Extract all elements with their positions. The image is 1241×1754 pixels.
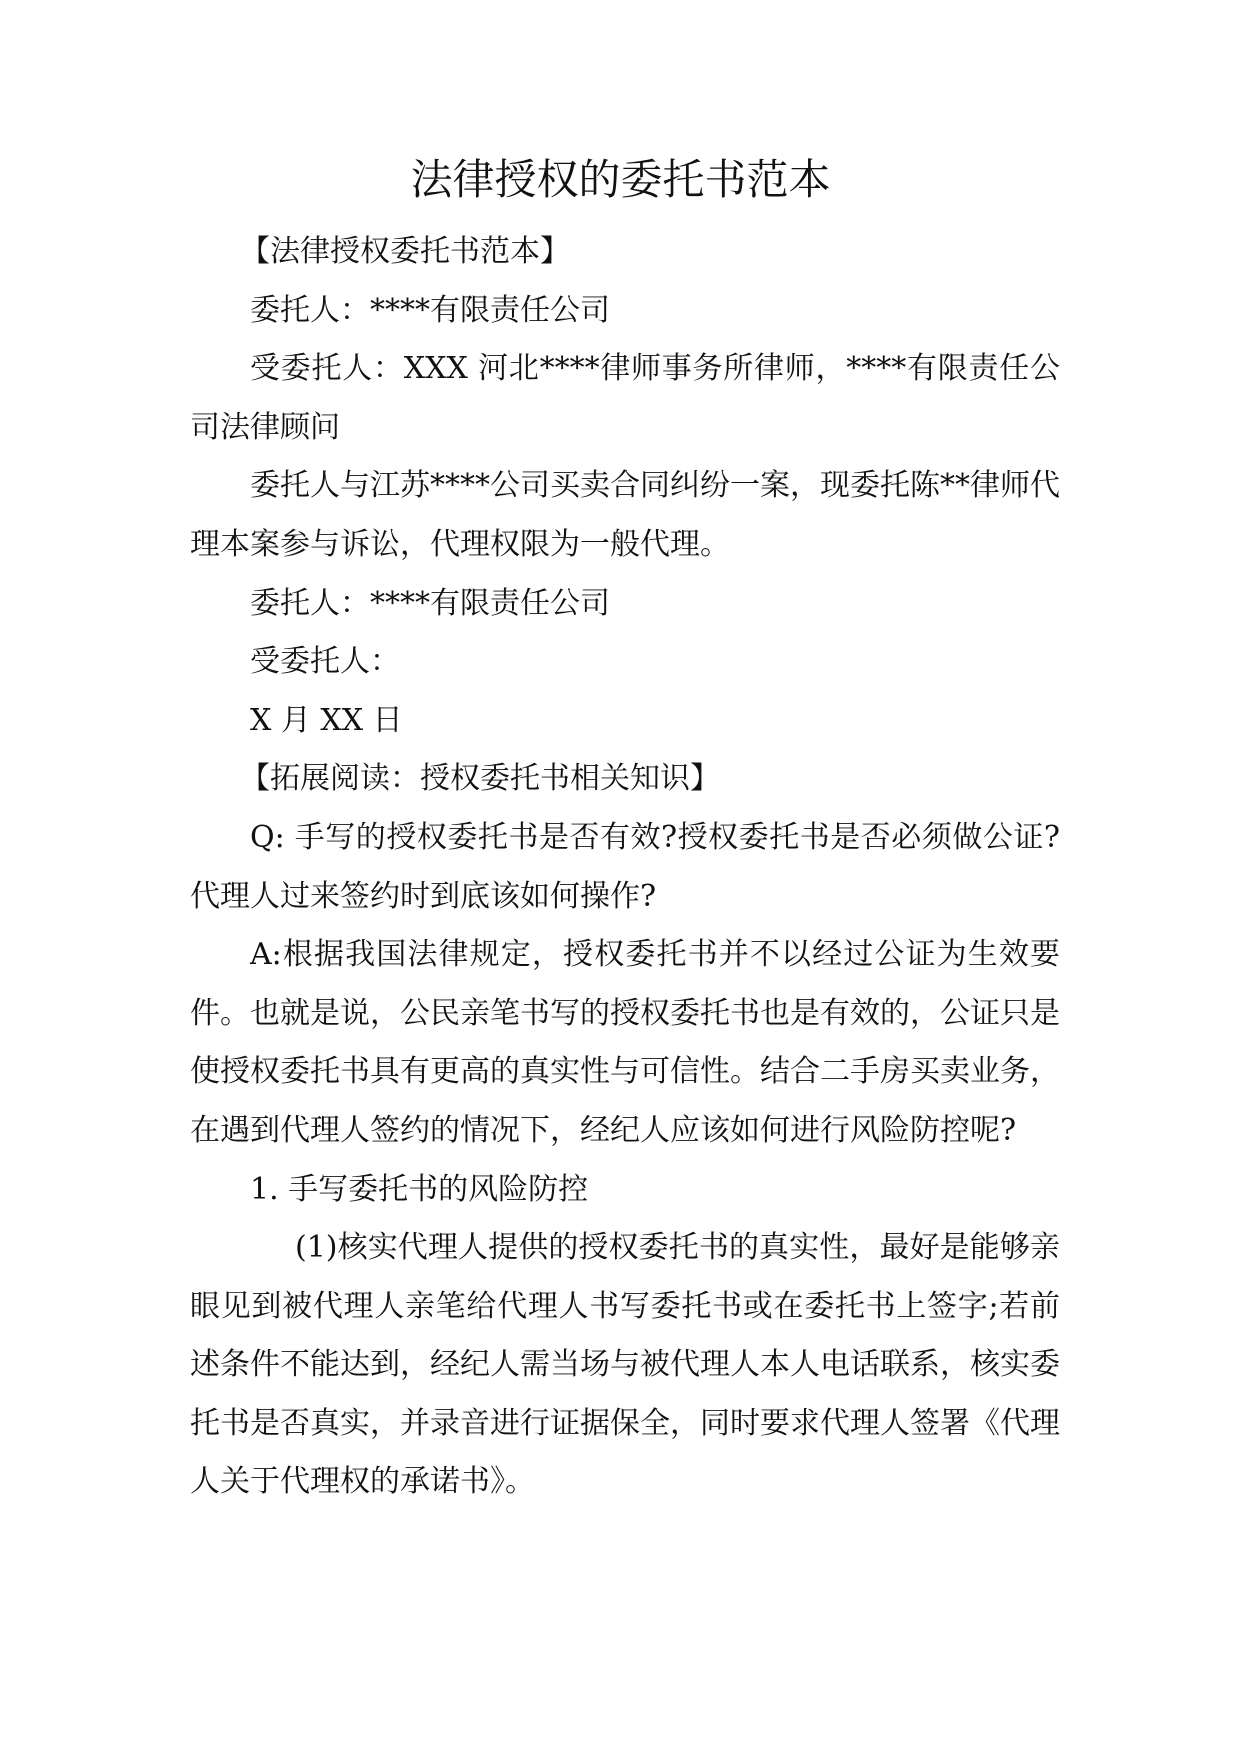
principal-line: 委托人：****有限责任公司 [250,292,610,328]
answer-paragraph: A:根据我国法律规定，授权委托书并不以经过公证为生效要件。也就是说，公民亲笔书写的授权委托书也是有效的，公证只是使授权委托书具有更高的真实性与可信性。结合二手房买卖业务，在遇到代理人签约的情况下，经纪人应该如何进行风险防控呢? [190,937,1060,1148]
entrustment-paragraph: 委托人与江苏****公司买卖合同纠纷一案，现委托陈**律师代理本案参与诉讼，代理权限为一般代理。 [190,468,1060,562]
question-paragraph: Q: 手写的授权委托书是否有效?授权委托书是否必须做公证?代理人过来签约时到底该如何操作? [190,819,1060,914]
numbered-heading: 1. 手写委托书的风险防控 [250,1171,589,1207]
agent-signature-line: 受委托人： [250,644,400,680]
document-title: 法律授权的委托书范本 [410,155,831,204]
agent-line: 受委托人：XXX 河北****律师事务所律师，****有限责任公司法律顾问 [190,351,1060,445]
section-heading-further-reading: 【拓展阅读：授权委托书相关知识】 [240,761,720,797]
section-heading-template: 【法律授权委托书范本】 [240,234,570,269]
date-line: X 月 XX 日 [250,702,403,738]
principal-signature-line: 委托人：****有限责任公司 [250,585,610,621]
document-body [190,223,1060,1512]
sub-item-paragraph: (1)核实代理人提供的授权委托书的真实性，最好是能够亲眼见到被代理人亲笔给代理人书写委托书或在委托书上签字;若前述条件不能达到，经纪人需当场与被代理人本人电话联系，核实委托书是否真实，并录音进行证据保全，同时要求代理人签署《代理人关于代理权的承诺书》。 [190,1230,1060,1500]
